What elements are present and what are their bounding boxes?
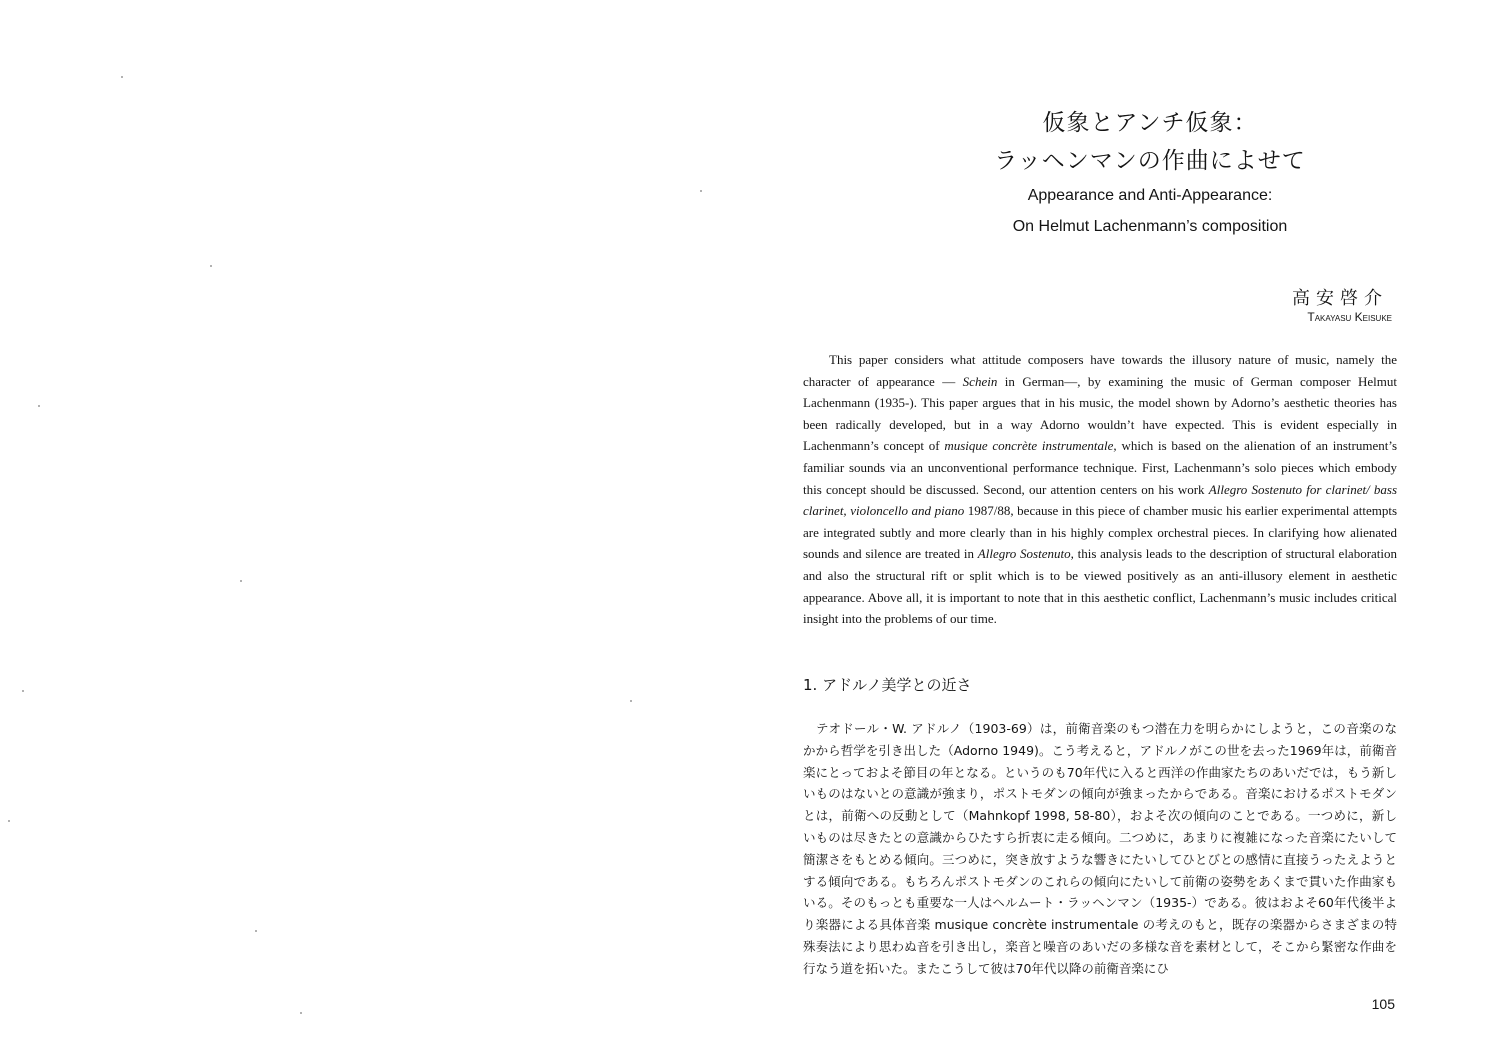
title-en-line2: On Helmut Lachenmann’s composition — [1012, 218, 1288, 235]
section-body: テオドール・W. アドルノ（1903-69）は，前衛音楽のもつ潜在力を明らかにしようと，この音楽のなかから哲学を引き出した（Adorno 1949)。こう考えると，アドルノがこの世を去った1969年は，前衛音楽にとっておよそ節目の年となる。というのも70年代に入ると西洋の作曲家たちのあいだでは，もう新しいものはないとの意識が強まり，ポストモダンの傾向が強まったからである。音楽におけるポストモダンとは，前衛への反動として（Mahnkopf 1998, 58-80），およそ次の傾向のことである。一つめに，新しいものは尽きたとの意識からひたすら折衷に走る傾向。二つめに，あまりに複雑になった音楽にたいして簡潔さをもとめる傾向。三つめに，突き放すような響きにたいしてひとびとの感情に直接うったえようとする傾向である。もちろんポストモダンのこれらの傾向にたいして前衛の姿勢をあくまで貫いた作曲家もいる。そのもっとも重要な一人はヘルムート・ラッヘンマン（1935-）である。彼はおよそ60年代後半より楽器による具体音楽 musique concrète instrumentale の考えのもと，既存の楽器からさまざまの特殊奏法により思わぬ音を引き出し，楽音と噪音のあいだの多様な音を素材として，そこから緊密な作曲を行なう道を拓いた。またこうして彼は70年代以降の前衛音楽にひ — [803, 721, 1397, 976]
scan-speck — [255, 930, 257, 932]
abstract-text: 1987/88, because in this piece of chamber music his earlier experimental attempts are integrated subtly and more clearly than in his highly complex orchestral pieces. In clarifying how alienated sounds and silence are treated in — [803, 503, 1398, 562]
abstract-text: This paper considers what attitude composers have towards the illusory nature of music, namely the character of appearance — — [803, 352, 1397, 389]
abstract-emphasis: Allegro Sostenuto for clarinet/ bass clarinet, violoncello and piano — [803, 481, 1398, 519]
scan-speck — [210, 265, 212, 267]
abstract-emphasis: Allegro Sostenuto, — [977, 546, 1074, 562]
scan-speck — [22, 690, 24, 692]
abstract-text: which is based on the alienation of an instrument’s familiar sounds via an unconventional performance technique. First, Lachenmann’s solo pieces which embody this concept should be discussed. Second, our attention centers on his work — [803, 438, 1398, 497]
title-ja-line1: 仮象とアンチ仮象： — [1042, 110, 1258, 136]
abstract-text: in German—, by examining the music of German composer Helmut Lachenmann (1935-). This paper argues that in his music, the model shown by Adorno’s aesthetic theories has been radically developed, but in a way Adorno wouldn’t have expected. This is evident especially in Lachenmann’s concept of — [803, 373, 1398, 454]
title-en-line1: Appearance and Anti-Appearance: — [1027, 187, 1273, 204]
abstract-emphasis: musique concrète instrumentale, — [944, 438, 1117, 454]
abstract-emphasis: Schein — [962, 373, 998, 389]
scan-speck — [240, 580, 242, 582]
author-name-en: Takayasu Keisuke — [1307, 310, 1392, 324]
author-name-ja: 高安啓介 — [1292, 288, 1388, 309]
abstract — [803, 349, 1397, 630]
scan-speck — [630, 700, 632, 702]
right-page — [750, 0, 1500, 1061]
scan-speck — [121, 76, 123, 78]
title-block — [902, 104, 1398, 242]
page-number: 105 — [1371, 996, 1395, 1012]
scan-speck — [38, 405, 40, 407]
section-heading: 1. アドルノ美学との近さ — [803, 676, 972, 694]
scan-speck — [300, 1012, 302, 1014]
title-ja-line2: ラッヘンマンの作曲によせて — [994, 148, 1306, 174]
abstract-text: this analysis leads to the description of structural elaboration and also the structural rift or split which is to be viewed positively as an anti-illusory element in aesthetic appearance. Above all, it is important to note that in this aesthetic conflict, Lachenmann’s music includes critical insight into the problems of our time. — [803, 546, 1398, 627]
scan-speck — [8, 820, 10, 822]
scan-speck — [700, 190, 702, 192]
